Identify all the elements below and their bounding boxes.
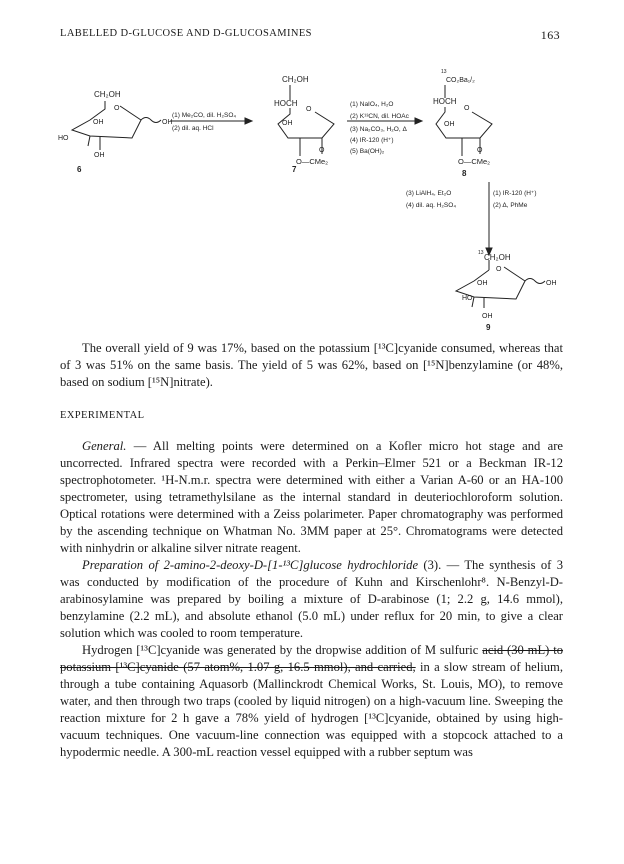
- arrow3-left-step3: (3) LiAlH₄, Et₂O: [406, 190, 452, 197]
- general-paragraph: [60, 438, 563, 557]
- page-number: 163: [540, 28, 560, 42]
- arrow-1-head: [245, 118, 252, 124]
- c6-oh-anomeric: OH: [162, 119, 173, 126]
- c7-cme2: O—CMe₂: [296, 157, 329, 166]
- general-heading: General.: [82, 439, 127, 453]
- arrow2-step1: (1) NaIO₄, H₂O: [350, 101, 394, 108]
- c8-label13: 13: [441, 69, 447, 75]
- anomeric-bond-6: [141, 118, 161, 123]
- running-title: LABELLED D-GLUCOSE AND D-GLUCOSAMINES: [60, 28, 312, 39]
- hcn-text-b: in a slow stream of helium, through a tube containing Aquasorb (Mallinckrodt Chemical Works, St. Louis, MO), to remove water, and then through two traps (cooled by liquid nitrogen) on a high-vacuum line. Sweeping the reaction mixture for 2 h gave a 78% yield of hydrogen [¹³C]cyanide, obtained by using high-vacuum techniques. One vacuum-line connection was equipped with a stopcock attached to a hypodermic needle. A 300-mL reaction vessel equipped with a rubber septum was: [60, 660, 563, 759]
- c9-oh-anomeric: OH: [546, 280, 557, 287]
- ring-6: [72, 101, 141, 138]
- c6-oh-ring: OH: [93, 119, 104, 126]
- reaction-scheme: [0, 0, 624, 330]
- c8-number: 8: [462, 169, 467, 178]
- c6-number: 6: [77, 165, 82, 174]
- bond-6a: [88, 136, 90, 146]
- c8-co2ba: CO₂Ba₁/₂: [446, 77, 475, 84]
- hcn-paragraph: [60, 642, 563, 761]
- preparation-heading: Preparation of 2-amino-2-deoxy-D-[1-¹³C]glucose hydrochloride: [82, 558, 419, 572]
- arrow3-left-step4: (4) dil. aq. H₂SO₄: [406, 202, 456, 209]
- c6-ho: HO: [58, 135, 69, 142]
- preparation-text: — The synthesis of 3 was conducted by modification of the procedure of Kuhn and Kirschenlohr⁸. N-Benzyl-D-arabinosylamine was prepared by boiling a mixture of D-arabinose (1; 2.2 g, 14.6 mmol), benzylamine (2.2 mL), and absolute ethanol (5.0 mL) under reflux for 20 min, to give a clear solution which was cooled to room temperature.: [60, 558, 563, 640]
- c8-o-bottom: O: [477, 147, 483, 154]
- c7-ch2oh: CH₂OH: [282, 75, 309, 84]
- c9-number: 9: [486, 323, 491, 330]
- section-heading: EXPERIMENTAL: [60, 410, 145, 421]
- hcn-text-a: Hydrogen [¹³C]cyanide was generated by the dropwise addition of M sulfuric: [82, 643, 483, 657]
- c8-ring-o: O: [464, 105, 470, 112]
- c8-cme2: O—CMe₂: [458, 157, 491, 166]
- arrow2-step5: (5) Ba(OH)₂: [350, 148, 385, 155]
- yield-paragraph: The overall yield of 9 was 17%, based on the potassium [¹³C]cyanide consumed, whereas that of 3 was 51% on the same basis. The yield of 5 was 62%, based on [¹⁵N]benzylamine (or 48%, based on sodium [¹⁵N]nitrate).: [60, 341, 563, 389]
- c6-ring-o: O: [114, 105, 120, 112]
- preparation-paragraph: [60, 557, 563, 642]
- preparation-number: (3).: [418, 558, 442, 572]
- arrow3-right-step1: (1) IR-120 (H⁺): [493, 190, 537, 197]
- arrow2-step4: (4) IR-120 (H⁺): [350, 137, 394, 144]
- c8-hoch: HOCH: [433, 97, 457, 106]
- c7-hoch: HOCH: [274, 99, 298, 108]
- c8-oh-ring: OH: [444, 121, 455, 128]
- c9-ho: HO: [462, 295, 473, 302]
- arrow2-step3: (3) Na₂CO₃, H₂O, Δ: [350, 126, 407, 133]
- c7-oh-ring: OH: [282, 120, 293, 127]
- c7-o-bottom: O: [319, 147, 325, 154]
- c9-oh-bottom: OH: [482, 313, 493, 320]
- hcn-text-struck: acid (30 mL) to potassium [¹³C]cyanide (57 atom%, 1.07 g, 16.5 mmol), and carried,: [60, 643, 564, 674]
- arrow2-step2: (2) K¹³CN, dil. HOAc: [350, 113, 409, 120]
- body-text: [60, 340, 563, 761]
- anomeric-bond-9: [525, 279, 545, 284]
- arrow3-right-step2: (2) Δ, PhMe: [493, 202, 528, 209]
- c9-ch2oh: CH₂OH: [484, 253, 511, 262]
- c6-oh-bottom: OH: [94, 152, 105, 159]
- arrow1-step2: (2) dil. aq. HCl: [172, 125, 214, 132]
- arrow-2-head: [415, 118, 422, 124]
- c9-ring-o: O: [496, 266, 502, 273]
- c9-oh-ring: OH: [477, 280, 488, 287]
- c9-label13: 13: [478, 250, 484, 256]
- c7-number: 7: [292, 165, 297, 174]
- c6-ch2oh: CH₂OH: [94, 90, 121, 99]
- c7-ring-o: O: [306, 106, 312, 113]
- arrow1-step1: (1) Me₂CO, dil. H₂SO₄: [172, 112, 237, 119]
- general-text: — All melting points were determined on a Kofler micro hot stage and are uncorrected. Infrared spectra were recorded with a Perkin–Elmer 521 or a Beckman IR-12 spectrophotometer. ¹H-N.m.r. spectra were determined with either a Varian A-60 or an HA-100 spectrometer, using tetramethylsilane as the internal standard in deuteriochloroform solution. Optical rotations were determined with a Zeiss polarimeter. Paper chromatography was performed by the ascending technique on Whatman No. 3MM paper at 25°. Chromatograms were detected with ninhydrin or alkaline silver nitrate reagent.: [60, 439, 563, 555]
